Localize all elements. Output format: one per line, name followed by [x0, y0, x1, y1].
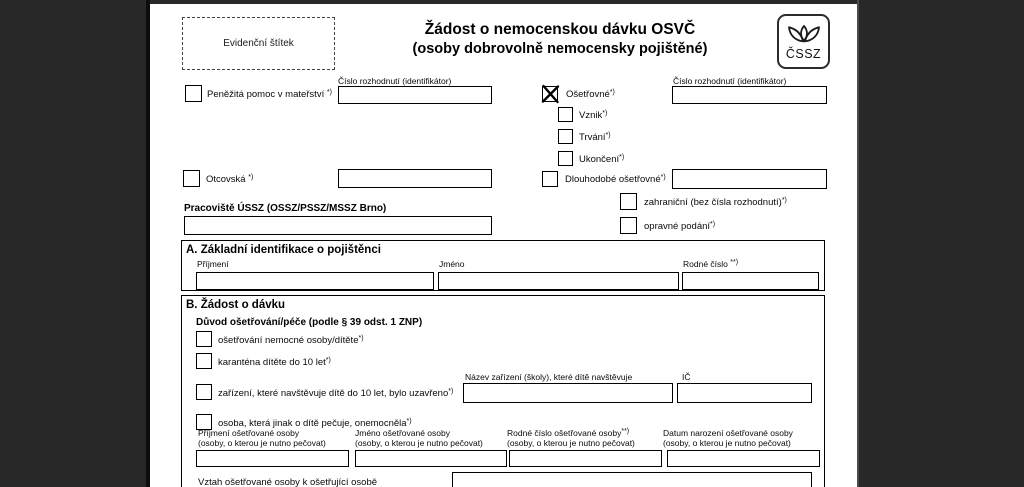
tulip-icon: [784, 23, 824, 48]
form-title: [310, 20, 810, 59]
otcovska-cislo-input[interactable]: [338, 169, 492, 188]
jmeno-input[interactable]: [438, 272, 679, 290]
trvani-label: Trvání*): [579, 132, 611, 143]
cislo-rozhodnuti-right-input[interactable]: [672, 86, 827, 104]
vznik-label: Vznik*): [579, 110, 608, 121]
section-a-title: A. Základní identifikace o pojištěnci: [186, 244, 381, 256]
reason-label-2: karanténa dítěte do 10 let*): [218, 357, 331, 368]
nazev-zarizeni-label: Název zařízení (školy), které dítě navštěvuje: [465, 372, 633, 382]
col1-label-line1: Příjmení ošetřované osoby: [198, 428, 300, 438]
opravne-podani-label: opravné podání*): [644, 221, 716, 232]
reason-label-3: zařízení, které navštěvuje dítě do 10 let, bylo uzavřeno*): [218, 388, 454, 399]
duvod-label: Důvod ošetřování/péče (podle § 39 odst. 1 ZNP): [196, 317, 423, 328]
rodne-cislo-osetrovane-input[interactable]: [509, 450, 662, 467]
form-title-line2: (osoby dobrovolně nemocensky pojištěné): [412, 41, 708, 57]
pracoviste-label: Pracoviště ÚSSZ (OSSZ/PSSZ/MSSZ Brno): [184, 203, 387, 214]
checkbox-penezita-pomoc[interactable]: [185, 85, 202, 102]
form-title-line1: Žádost o nemocenskou dávku OSVČ: [424, 21, 696, 38]
otcovska-label: Otcovská *): [206, 174, 254, 185]
ic-input[interactable]: [677, 383, 812, 403]
pracoviste-input[interactable]: [184, 216, 492, 235]
checkbox-otcovska[interactable]: [183, 170, 200, 187]
vztah-label: Vztah ošetřované osoby k ošetřující osobě: [198, 477, 378, 487]
jmeno-label: Jméno: [439, 259, 465, 269]
checkbox-zahranicni[interactable]: [620, 193, 637, 210]
cssz-logo: [777, 14, 830, 69]
col4-label-line1: Datum narození ošetřované osoby: [663, 428, 793, 438]
cssz-logo-text: ČSSZ: [785, 46, 822, 61]
checkbox-trvani[interactable]: [558, 129, 573, 144]
checkbox-ukonceni[interactable]: [558, 151, 573, 166]
col3-label-line1: Rodné číslo ošetřované osoby**): [507, 428, 630, 438]
checkbox-osetrovne[interactable]: [542, 86, 558, 102]
cislo-rozhodnuti-left-input[interactable]: [338, 86, 492, 104]
checkbox-dlouhodobe-osetrovne[interactable]: [542, 171, 558, 187]
rodne-cislo-input[interactable]: [682, 272, 819, 290]
osetrovne-label: Ošetřovné*): [566, 89, 615, 100]
col2-label-line1: Jméno ošetřované osoby: [355, 428, 450, 438]
reason-label-1: ošetřování nemocné osoby/dítěte*): [218, 335, 364, 346]
prijmeni-input[interactable]: [196, 272, 434, 290]
jmeno-osetrovane-input[interactable]: [355, 450, 507, 467]
prijmeni-osetrovane-input[interactable]: [196, 450, 349, 467]
evidence-sticker-label: Evidenční štítek: [223, 38, 294, 49]
vztah-input[interactable]: [452, 472, 812, 487]
reason-label-4: osoba, která jinak o dítě pečuje, onemocněla*): [218, 418, 412, 429]
dlouhodobe-osetrovne-label: Dlouhodobé ošetřovné*): [565, 174, 666, 185]
section-b-title: B. Žádost o dávku: [186, 299, 286, 311]
cislo-rozhodnuti-left-label: Číslo rozhodnutí (identifikátor): [338, 76, 452, 86]
datum-narozeni-osetrovane-input[interactable]: [667, 450, 820, 467]
x-mark-icon: [541, 84, 560, 104]
checkbox-zarizeni-uzavreno[interactable]: [196, 384, 212, 400]
col3-label-line2: (osoby, o kterou je nutno pečovat): [507, 438, 635, 448]
checkbox-vznik[interactable]: [558, 107, 573, 122]
dlouhodobe-cislo-input[interactable]: [672, 169, 827, 189]
penezita-pomoc-label: Peněžitá pomoc v mateřství *): [207, 89, 332, 100]
nazev-zarizeni-input[interactable]: [463, 383, 673, 403]
prijmeni-label: Příjmení: [197, 259, 229, 269]
checkbox-opravne-podani[interactable]: [620, 217, 637, 234]
page-right-edge: [857, 0, 859, 487]
ukonceni-label: Ukončení*): [579, 154, 625, 165]
zahranicni-label: zahraniční (bez čísla rozhodnutí)*): [644, 197, 787, 208]
form-page: [150, 4, 857, 487]
rodne-cislo-label: Rodné číslo **): [683, 259, 739, 269]
col4-label-line2: (osoby, o kterou je nutno pečovat): [663, 438, 791, 448]
col1-label-line2: (osoby, o kterou je nutno pečovat): [198, 438, 326, 448]
checkbox-karantena-ditete[interactable]: [196, 353, 212, 369]
col2-label-line2: (osoby, o kterou je nutno pečovat): [355, 438, 483, 448]
cislo-rozhodnuti-right-label: Číslo rozhodnutí (identifikátor): [673, 76, 787, 86]
ic-label: IČ: [682, 372, 691, 382]
checkbox-osetrovani-nemocne-osoby[interactable]: [196, 331, 212, 347]
